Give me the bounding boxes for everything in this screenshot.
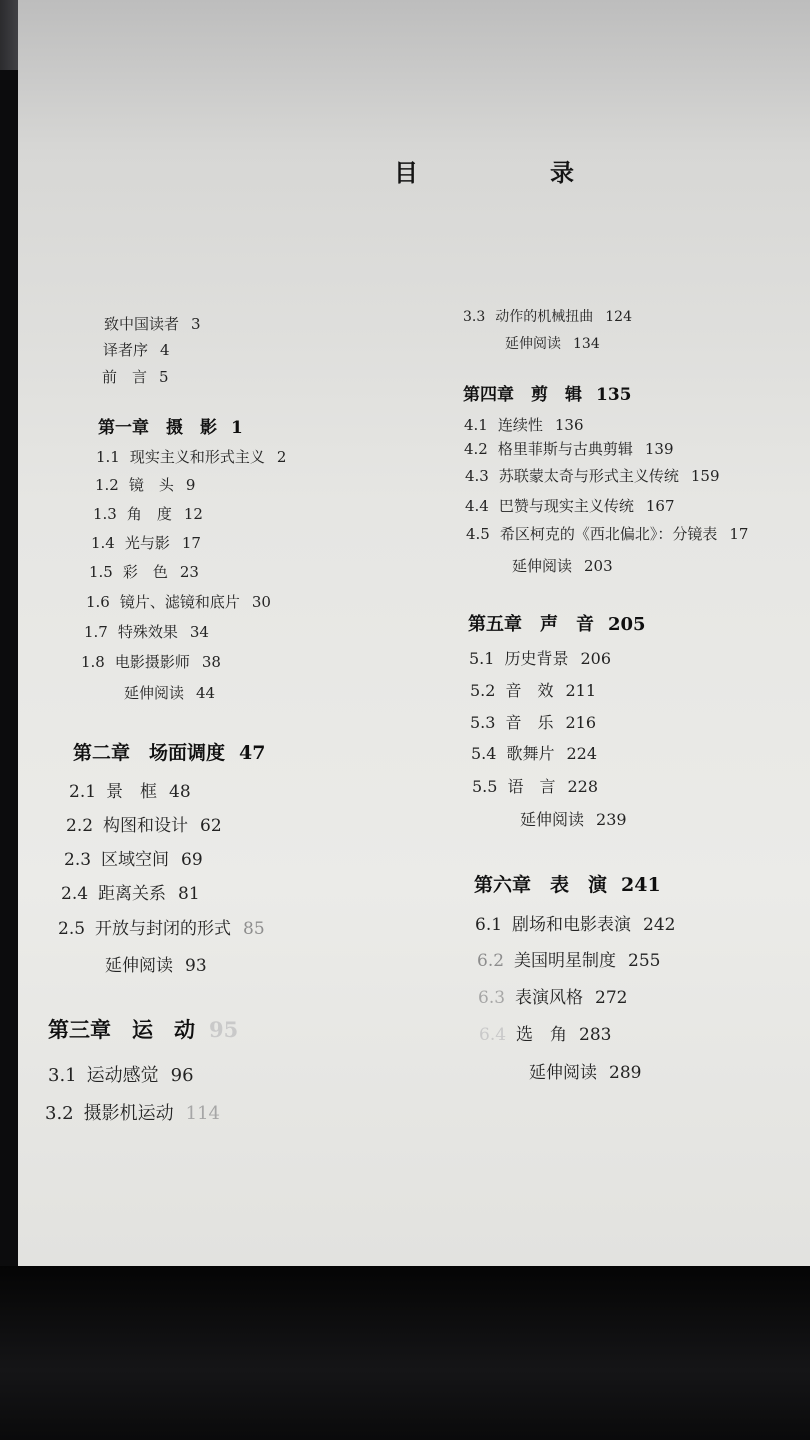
entry-page: 224 — [566, 744, 598, 763]
entry-page: 23 — [179, 563, 199, 581]
entry-label: 音 效 — [505, 681, 554, 700]
entry-label: 格里菲斯与古典剪辑 — [497, 440, 633, 458]
entry-label: 歌舞片 — [506, 744, 555, 763]
section-number: 3.3 — [463, 309, 486, 325]
entry-page: 34 — [189, 623, 209, 641]
entry-page: 283 — [579, 1025, 612, 1045]
chapter-page: 205 — [608, 614, 646, 635]
entry-page: 272 — [595, 988, 628, 1008]
entry-page: 203 — [584, 557, 613, 575]
toc-entry-2-3 — [64, 845, 203, 870]
toc-entry-1-2 — [95, 474, 195, 495]
chapter-title: 第六章 表 演 — [474, 874, 608, 896]
section-number: 1.5 — [89, 563, 113, 581]
entry-label: 电影摄影师 — [114, 653, 190, 671]
toc-entry-5-4 — [471, 741, 597, 764]
entry-label: 延伸阅读 — [105, 956, 173, 976]
entry-page: 93 — [185, 956, 207, 976]
section-number: 6.3 — [478, 988, 506, 1008]
section-number: 3.2 — [45, 1103, 74, 1124]
entry-label: 摄影机运动 — [83, 1103, 174, 1124]
entry-page: 69 — [181, 850, 203, 870]
entry-page: 139 — [644, 440, 674, 458]
chapter-heading-2 — [73, 738, 265, 765]
entry-page: 206 — [580, 649, 612, 668]
entry-label: 运动感觉 — [86, 1065, 159, 1086]
chapter-heading-5 — [468, 610, 646, 636]
entry-label: 音 乐 — [505, 713, 554, 732]
entry-page: 216 — [565, 713, 597, 732]
entry-label: 表演风格 — [515, 988, 584, 1008]
entry-label: 区域空间 — [101, 850, 170, 870]
entry-label: 延伸阅读 — [512, 557, 573, 575]
toc-entry-3-reading — [505, 333, 600, 353]
entry-page: 3 — [191, 315, 201, 333]
toc-entry-front-1 — [104, 313, 201, 334]
chapter-heading-6 — [474, 870, 661, 897]
toc-entry-3-1 — [48, 1061, 194, 1087]
toc-entry-6-reading — [529, 1058, 641, 1083]
toc-entry-5-reading — [520, 807, 627, 830]
section-number: 2.4 — [61, 884, 89, 904]
entry-page: 62 — [200, 816, 222, 836]
entry-label: 巴赞与现实主义传统 — [498, 497, 634, 515]
section-number: 5.4 — [471, 744, 497, 763]
section-number: 1.3 — [93, 505, 117, 523]
toc-entry-6-2 — [477, 946, 661, 971]
chapter-page: 241 — [621, 874, 661, 896]
chapter-title: 第五章 声 音 — [468, 614, 594, 635]
entry-label: 延伸阅读 — [505, 336, 561, 352]
toc-entry-5-3 — [470, 710, 596, 733]
entry-page: 114 — [185, 1103, 220, 1124]
entry-label: 延伸阅读 — [520, 810, 585, 829]
entry-label: 延伸阅读 — [124, 684, 185, 702]
entry-page: 17 — [729, 525, 749, 543]
section-number: 2.5 — [58, 919, 86, 939]
section-number: 4.5 — [466, 525, 490, 543]
book-page — [18, 0, 810, 1266]
entry-page: 5 — [159, 368, 169, 386]
section-number: 1.1 — [96, 448, 120, 466]
section-number: 2.2 — [66, 816, 94, 836]
section-number: 1.7 — [84, 623, 108, 641]
toc-entry-2-5 — [58, 914, 265, 939]
toc-entry-6-3 — [478, 983, 628, 1008]
entry-label: 延伸阅读 — [529, 1063, 597, 1083]
entry-label: 剧场和电影表演 — [512, 915, 632, 935]
entry-label: 镜片、滤镜和底片 — [119, 593, 240, 611]
toc-entry-2-reading — [105, 951, 207, 976]
section-number: 1.6 — [86, 593, 110, 611]
toc-entry-6-4 — [479, 1020, 612, 1045]
entry-label: 动作的机械扭曲 — [495, 309, 594, 325]
entry-page: 30 — [251, 593, 271, 611]
toc-entry-2-1 — [69, 777, 191, 802]
toc-entry-1-1 — [96, 446, 286, 467]
section-number: 5.2 — [470, 681, 496, 700]
toc-entry-5-5 — [472, 774, 598, 797]
entry-label: 希区柯克的《西北偏北》：分镜表 — [499, 525, 718, 543]
chapter-page: 95 — [209, 1017, 239, 1042]
entry-page: 81 — [178, 884, 200, 904]
entry-label: 语 言 — [507, 777, 556, 796]
section-number: 6.1 — [475, 915, 503, 935]
section-number: 5.3 — [470, 713, 496, 732]
chapter-title: 第一章 摄 影 — [98, 418, 217, 438]
section-number: 4.3 — [465, 467, 489, 485]
toc-entry-5-2 — [470, 678, 596, 701]
entry-label: 苏联蒙太奇与形式主义传统 — [498, 467, 679, 485]
section-number: 3.1 — [48, 1065, 77, 1086]
section-number: 1.2 — [95, 476, 119, 494]
chapter-heading-1 — [98, 413, 243, 438]
toc-entry-1-3 — [93, 503, 203, 524]
toc-entry-4-3 — [465, 465, 720, 486]
entry-label: 选 角 — [516, 1025, 568, 1045]
entry-page: 12 — [183, 505, 203, 523]
toc-entry-1-8 — [81, 651, 221, 672]
section-number: 1.8 — [81, 653, 105, 671]
entry-label: 构图和设计 — [103, 816, 189, 836]
entry-page: 134 — [573, 336, 600, 352]
section-number: 4.1 — [464, 416, 488, 434]
entry-page: 44 — [196, 684, 216, 702]
entry-label: 前 言 — [102, 368, 148, 386]
entry-label: 距离关系 — [98, 884, 167, 904]
section-number: 4.2 — [464, 440, 488, 458]
section-number: 5.5 — [472, 777, 498, 796]
entry-label: 连续性 — [497, 416, 543, 434]
entry-page: 96 — [170, 1065, 194, 1086]
toc-entry-1-5 — [89, 561, 199, 582]
entry-label: 历史背景 — [504, 649, 569, 668]
toc-entry-3-2 — [45, 1099, 220, 1125]
chapter-title: 第三章 运 动 — [48, 1017, 195, 1042]
dark-background — [0, 1266, 810, 1440]
entry-page: 136 — [554, 416, 584, 434]
entry-label: 现实主义和形式主义 — [129, 448, 265, 466]
chapter-page: 47 — [239, 742, 266, 764]
entry-label: 光与影 — [124, 534, 170, 552]
entry-label: 特殊效果 — [117, 623, 178, 641]
toc-entry-6-1 — [475, 910, 676, 935]
entry-label: 镜 头 — [128, 476, 174, 494]
entry-page: 2 — [276, 448, 287, 466]
chapter-title: 第四章 剪 辑 — [463, 385, 582, 405]
entry-page: 85 — [243, 919, 265, 939]
toc-entry-4-2 — [464, 438, 674, 459]
toc-entry-3-3 — [463, 306, 632, 326]
toc-entry-4-4 — [465, 495, 675, 516]
toc-entry-1-4 — [91, 532, 201, 553]
entry-page: 9 — [185, 476, 196, 494]
section-number: 2.3 — [64, 850, 92, 870]
page-title: 目 录 — [394, 158, 628, 187]
chapter-heading-3 — [48, 1014, 238, 1044]
entry-page: 167 — [645, 497, 675, 515]
toc-entry-front-3 — [102, 366, 169, 387]
entry-label: 译者序 — [103, 341, 149, 359]
entry-label: 开放与封闭的形式 — [95, 919, 232, 939]
entry-page: 289 — [609, 1063, 642, 1083]
toc-entry-4-reading — [512, 555, 613, 576]
entry-page: 124 — [605, 309, 632, 325]
entry-page: 4 — [160, 341, 170, 359]
chapter-page: 1 — [231, 418, 243, 438]
entry-page: 17 — [181, 534, 201, 552]
section-number: 6.4 — [479, 1025, 507, 1045]
entry-label: 景 框 — [106, 782, 158, 802]
section-number: 2.1 — [69, 782, 97, 802]
entry-label: 美国明星制度 — [514, 951, 617, 971]
entry-page: 239 — [596, 810, 627, 829]
entry-page: 255 — [628, 951, 661, 971]
entry-page: 48 — [169, 782, 191, 802]
toc-entry-4-1 — [464, 414, 584, 435]
entry-label: 致中国读者 — [104, 315, 180, 333]
entry-page: 38 — [201, 653, 221, 671]
chapter-heading-4 — [463, 380, 632, 405]
section-number: 6.2 — [477, 951, 505, 971]
toc-entry-front-2 — [103, 339, 170, 360]
entry-label: 角 度 — [126, 505, 172, 523]
toc-entry-1-reading — [124, 682, 215, 703]
entry-page: 228 — [567, 777, 599, 796]
entry-page: 159 — [690, 467, 720, 485]
section-number: 1.4 — [91, 534, 115, 552]
toc-entry-5-1 — [469, 646, 611, 669]
entry-page: 211 — [565, 681, 597, 700]
toc-entry-1-7 — [84, 621, 209, 642]
section-number: 4.4 — [465, 497, 489, 515]
chapter-title: 第二章 场面调度 — [73, 742, 226, 764]
toc-entry-2-2 — [66, 811, 222, 836]
toc-entry-2-4 — [61, 879, 200, 904]
chapter-page: 135 — [596, 385, 632, 405]
section-number: 5.1 — [469, 649, 495, 668]
toc-entry-1-6 — [86, 591, 271, 612]
entry-label: 彩 色 — [122, 563, 168, 581]
entry-page: 242 — [643, 915, 676, 935]
toc-entry-4-5 — [466, 523, 748, 544]
